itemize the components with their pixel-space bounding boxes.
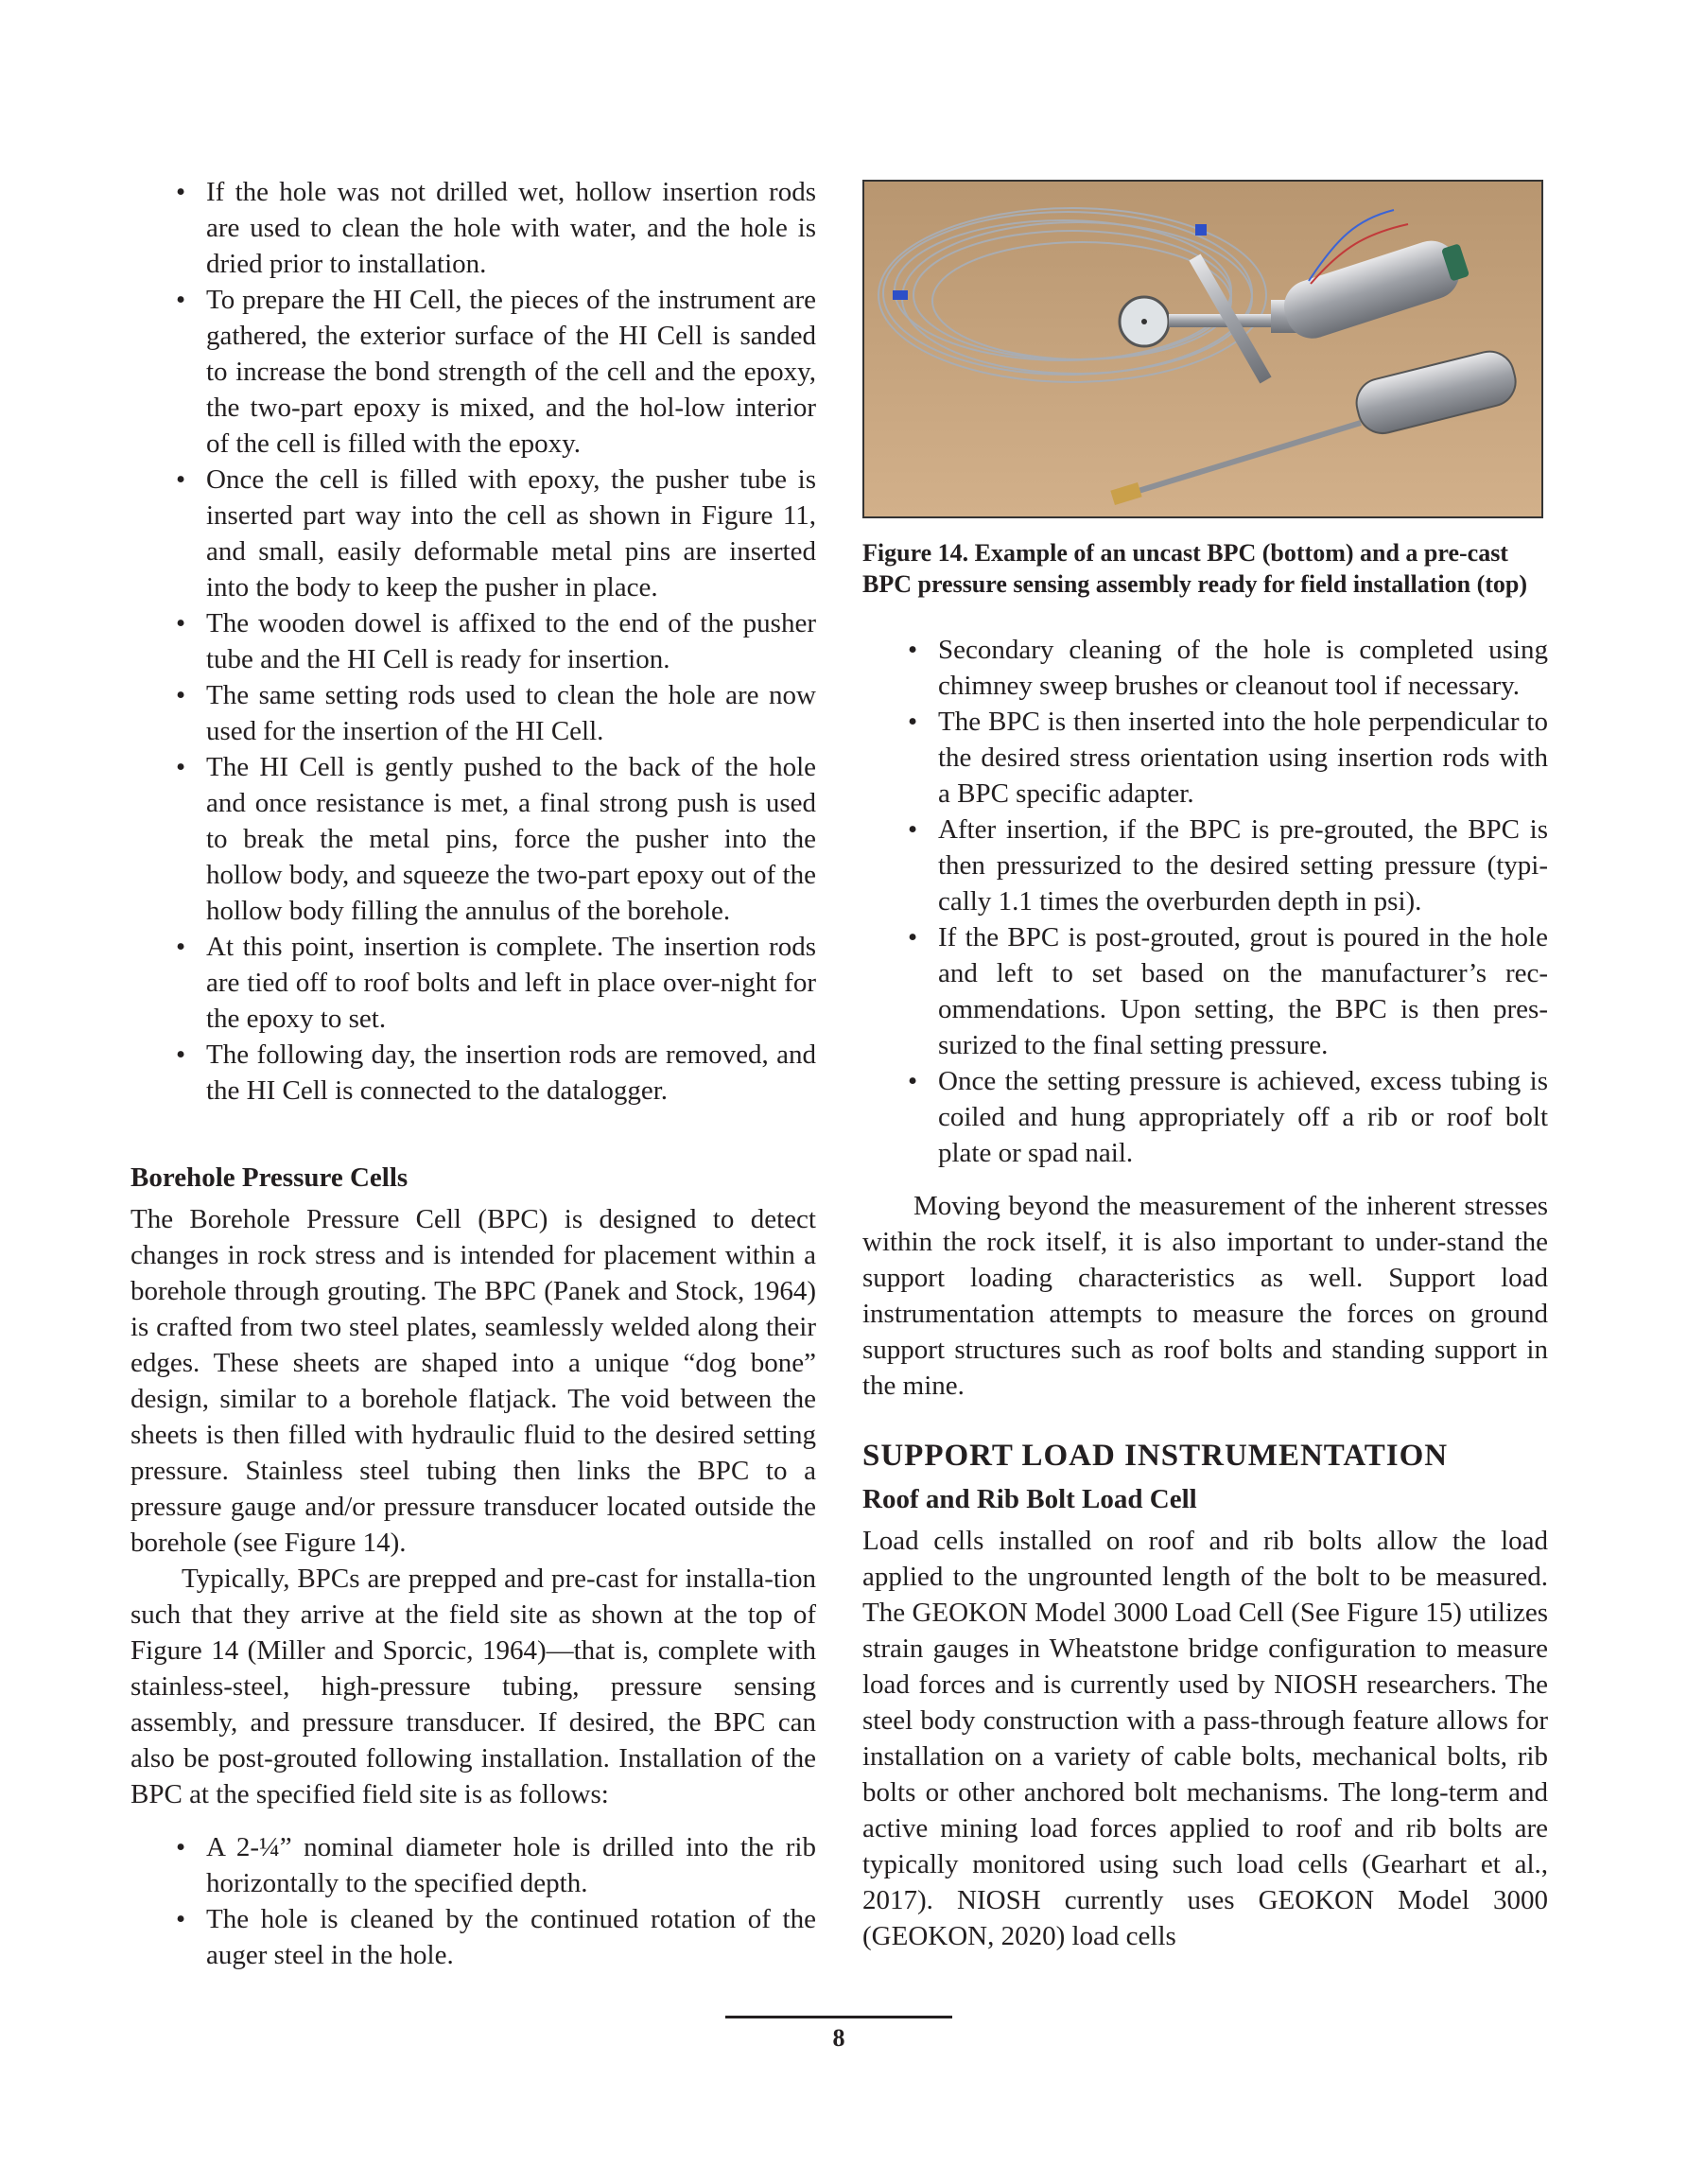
bpc-assembly-illustration — [864, 182, 1541, 516]
bpc-install-steps-continued-list — [862, 632, 1548, 1171]
list-item: • The following day, the insertion rods are removed, and the HI Cell is connected to the datalogger. — [130, 1037, 816, 1109]
bullet: • — [908, 635, 918, 665]
section-heading-support-load: SUPPORT LOAD INSTRUMENTATION — [862, 1439, 1449, 1473]
footer-rule — [725, 2016, 952, 2018]
bullet: • — [908, 814, 918, 845]
bullet: • — [908, 922, 918, 952]
paragraph: The Borehole Pressure Cell (BPC) is designed to detect changes in rock stress and is intended for placement within a borehole through grouting. The BPC (Panek and Stock, 1964) is crafted from two steel plates, seamlessly welded along their edges. These sheets are shaped into a unique “dog bone” design, similar to a borehole flatjack. The void between the sheets is then filled with hydraulic fluid to the desired setting pressure. Stainless steel tubing then links the BPC to a pressure gauge and/or pressure transducer located outside the borehole (see Figure 14). — [130, 1204, 816, 1558]
bullet: • — [908, 707, 918, 737]
bullet: • — [176, 1904, 186, 1934]
list-item: • After insertion, if the BPC is pre-grouted, the BPC is then pressurized to the desired setting pressure (typi-cally 1.1 times the overburden depth in psi). — [862, 812, 1548, 919]
left-column — [130, 174, 816, 1973]
list-item: • The wooden dowel is affixed to the end of the pusher tube and the HI Cell is ready for insertion. — [130, 605, 816, 677]
bullet: • — [176, 464, 186, 495]
figure-caption: Figure 14. Example of an uncast BPC (bottom) and a pre-cast BPC pressure sensing assembly ready for field installation (top) — [862, 539, 1528, 598]
right-column — [862, 180, 1548, 1954]
bullet: • — [176, 680, 186, 710]
list-item: • The hole is cleaned by the continued rotation of the auger steel in the hole. — [130, 1901, 816, 1973]
list-item: • At this point, insertion is complete. The insertion rods are tied off to roof bolts and left in place over-night for the epoxy to set. — [130, 929, 816, 1037]
bullet: • — [908, 1066, 918, 1096]
list-item: • The same setting rods used to clean the hole are now used for the insertion of the HI Cell. — [130, 677, 816, 749]
bullet: • — [176, 285, 186, 315]
hi-cell-steps-list — [130, 174, 816, 1109]
list-item: • If the hole was not drilled wet, hollow insertion rods are used to clean the hole with water, and the hole is dried prior to installation. — [130, 174, 816, 282]
section-heading-bpc: Borehole Pressure Cells — [130, 1162, 409, 1193]
paragraph: Typically, BPCs are prepped and pre-cast for installa-tion such that they arrive at the field site as shown at the top of Figure 14 (Miller and Sporcic, 1964)—that is, complete with stainless-steel, high-pressure tubing, pressure sensing assembly, and pressure transducer. If desired, the BPC can also be post-grouted following installation. Installation of the BPC at the specified field site is as follows: — [130, 1564, 816, 1809]
bullet: • — [176, 752, 186, 782]
bullet: • — [176, 1040, 186, 1070]
bullet: • — [176, 1832, 186, 1862]
list-item: • A 2-¼” nominal diameter hole is drilled into the rib horizontally to the specified depth. — [130, 1829, 816, 1901]
list-item: • The BPC is then inserted into the hole perpendicular to the desired stress orientation using insertion rods with a BPC specific adapter. — [862, 704, 1548, 812]
list-item: • If the BPC is post-grouted, grout is poured in the hole and left to set based on the manufacturer’s rec-ommendations. Upon setting, the BPC is then pres-surized to the final setting pressure. — [862, 919, 1548, 1063]
list-item: • Once the cell is filled with epoxy, the pusher tube is inserted part way into the cell as shown in Figure 11, and small, easily deformable metal pins are inserted into the body to keep the pusher in place. — [130, 462, 816, 605]
list-item: • Secondary cleaning of the hole is completed using chimney sweep brushes or cleanout tool if necessary. — [862, 632, 1548, 704]
bullet: • — [176, 177, 186, 207]
paragraph: Moving beyond the measurement of the inherent stresses within the rock itself, it is also important to under-stand the support loading characteristics as well. Support load instrumentation attempts to measure the forces on ground support structures such as roof bolts and standing support in the mine. — [862, 1191, 1548, 1401]
list-item: • Once the setting pressure is achieved, excess tubing is coiled and hung appropriately off a rib or roof bolt plate or spad nail. — [862, 1063, 1548, 1171]
list-item: • To prepare the HI Cell, the pieces of the instrument are gathered, the exterior surface of the HI Cell is sanded to increase the bond strength of the cell and the epoxy, the two-part epoxy is mixed, and the hol-low interior of the cell is filled with the epoxy. — [130, 282, 816, 462]
subsection-heading-bolt-load-cell: Roof and Rib Bolt Load Cell — [862, 1484, 1197, 1514]
list-item: • The HI Cell is gently pushed to the back of the hole and once resistance is met, a final strong push is used to break the metal pins, force the pusher into the hollow body, and squeeze the two-part epoxy out of the hollow body filling the annulus of the borehole. — [130, 749, 816, 929]
page-number: 8 — [832, 2024, 845, 2052]
bpc-install-steps-list — [130, 1829, 816, 1973]
bullet: • — [176, 608, 186, 638]
bullet: • — [176, 932, 186, 962]
figure-14-photo — [862, 180, 1543, 518]
paragraph: Load cells installed on roof and rib bolts allow the load applied to the ungrounted length of the bolt to be measured. The GEOKON Model 3000 Load Cell (See Figure 15) utilizes strain gauges in Wheatstone bridge configuration to measure load forces and is currently used by NIOSH researchers. The steel body construction with a pass-through feature allows for installation on a variety of cable bolts, mechanical bolts, rib bolts or other anchored bolt mechanisms. The long-term and active mining load forces applied to roof and rib bolts are typically monitored using such load cells (Gearhart et al., 2017). NIOSH currently uses GEOKON Model 3000 (GEOKON, 2020) load cells — [862, 1526, 1548, 1951]
